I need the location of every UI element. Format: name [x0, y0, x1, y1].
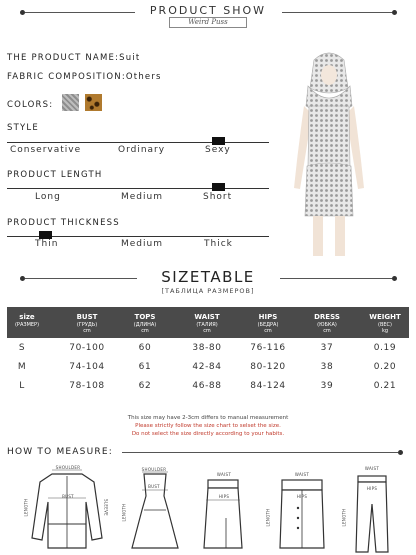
thickness-option-thin: Thin	[35, 239, 59, 249]
length-caption: LENGTH	[265, 508, 271, 527]
length-label: PRODUCT LENGTH	[7, 170, 103, 180]
length-caption: LENGTH	[23, 498, 29, 517]
cell-hips: 76-116	[250, 343, 286, 353]
hips-caption: HIPS	[296, 494, 308, 499]
hips-caption: HIPS	[218, 494, 230, 499]
product-name: THE PRODUCT NAME:Suit	[7, 53, 141, 63]
col-bust: BUST (ГРУДЬ) cm	[76, 313, 98, 334]
cell-hips: 84-124	[250, 381, 286, 391]
thickness-label: PRODUCT THICKNESS	[7, 218, 120, 228]
cell-waist: 46-88	[192, 381, 222, 391]
cell-dress: 39	[320, 381, 334, 391]
leopard-swatch[interactable]	[85, 94, 102, 111]
sizetable-line-right	[280, 278, 392, 279]
length-selected-marker	[212, 183, 225, 191]
cell-size: M	[17, 362, 27, 372]
cell-size: S	[18, 343, 26, 353]
size-table-header	[7, 307, 409, 338]
style-option-conservative: Conservative	[10, 145, 82, 155]
shorts-measure-figure	[276, 478, 328, 552]
length-option-short: Short	[203, 192, 233, 202]
bust-caption: BUST	[148, 484, 160, 489]
sleeve-caption: SLEEVE	[103, 499, 109, 516]
cell-dress: 38	[320, 362, 334, 372]
thickness-option-medium: Medium	[121, 239, 163, 249]
cell-hips: 80-120	[250, 362, 286, 372]
cell-weight: 0.21	[373, 381, 397, 391]
col-weight: WEIGHT (ВЕС) kg	[369, 313, 401, 334]
cell-weight: 0.19	[373, 343, 397, 353]
product-photo	[274, 48, 384, 258]
how-to-measure-title: HOW TO MEASURE:	[7, 447, 113, 457]
thickness-selected-marker	[39, 231, 52, 239]
cell-size: L	[19, 381, 25, 391]
cell-waist: 42-84	[192, 362, 222, 372]
style-option-sexy: Sexy	[205, 145, 231, 155]
length-caption: LENGTH	[341, 508, 347, 527]
cell-bust: 70-100	[69, 343, 105, 353]
size-warning: Do not select the size directly according to your habits.	[131, 431, 285, 437]
cell-bust: 74-104	[69, 362, 105, 372]
thickness-option-thick: Thick	[204, 239, 233, 249]
cell-bust: 78-108	[69, 381, 105, 391]
col-waist: WAIST (ТАЛИЯ) cm	[194, 313, 220, 334]
hips-caption: HIPS	[366, 486, 378, 491]
skirt-measure-figure	[202, 478, 244, 552]
measure-divider	[122, 452, 398, 453]
style-scale-line	[7, 142, 269, 143]
sizetable-dot-right	[392, 276, 397, 281]
style-option-ordinary: Ordinary	[118, 145, 166, 155]
measure-divider-dot	[398, 450, 403, 455]
length-scale-line	[7, 188, 269, 189]
length-option-long: Long	[35, 192, 61, 202]
colors-label: COLORS:	[7, 100, 54, 110]
length-caption: LENGTH	[121, 503, 127, 522]
col-dress: DRESS (ЮБКА) cm	[314, 313, 340, 334]
waist-caption: WAIST	[364, 466, 380, 471]
silver-mesh-swatch[interactable]	[62, 94, 79, 111]
size-note: This size may have 2-3cm differs to manual measurement	[127, 415, 289, 421]
cell-tops: 62	[138, 381, 152, 391]
col-hips: HIPS (БЕДРА) cm	[257, 313, 279, 334]
fabric-composition: FABRIC COMPOSITION:Others	[7, 72, 162, 82]
header-dot-right	[392, 10, 397, 15]
sizetable-title: SIZETABLE	[161, 268, 255, 286]
jacket-measure-figure	[28, 468, 106, 552]
cell-tops: 61	[138, 362, 152, 372]
waist-caption: WAIST	[216, 472, 232, 477]
length-option-medium: Medium	[121, 192, 163, 202]
sizetable-subtitle: [ТАБЛИЦА РАЗМЕРОВ]	[161, 287, 255, 295]
waist-caption: WAIST	[294, 472, 310, 477]
shoulder-caption: SHOULDER	[141, 467, 167, 472]
shoulder-caption: SHOULDER	[55, 465, 81, 470]
cell-weight: 0.20	[373, 362, 397, 372]
style-label: STYLE	[7, 123, 39, 133]
cell-tops: 60	[138, 343, 152, 353]
cell-dress: 37	[320, 343, 334, 353]
page-title: PRODUCT SHOW	[149, 4, 267, 17]
col-size: size (РАЗМЕР)	[14, 313, 40, 328]
bust-caption: BUST	[62, 494, 74, 499]
style-selected-marker	[212, 137, 225, 145]
col-tops: TOPS (ДЛИНА) cm	[133, 313, 157, 334]
header-line-right	[282, 12, 392, 13]
cell-waist: 38-80	[192, 343, 222, 353]
size-warning: Please strictly follow the size chart to selset the size.	[135, 423, 281, 429]
brand-subtitle: Weird Puss	[169, 17, 247, 28]
dress-measure-figure	[128, 470, 182, 552]
